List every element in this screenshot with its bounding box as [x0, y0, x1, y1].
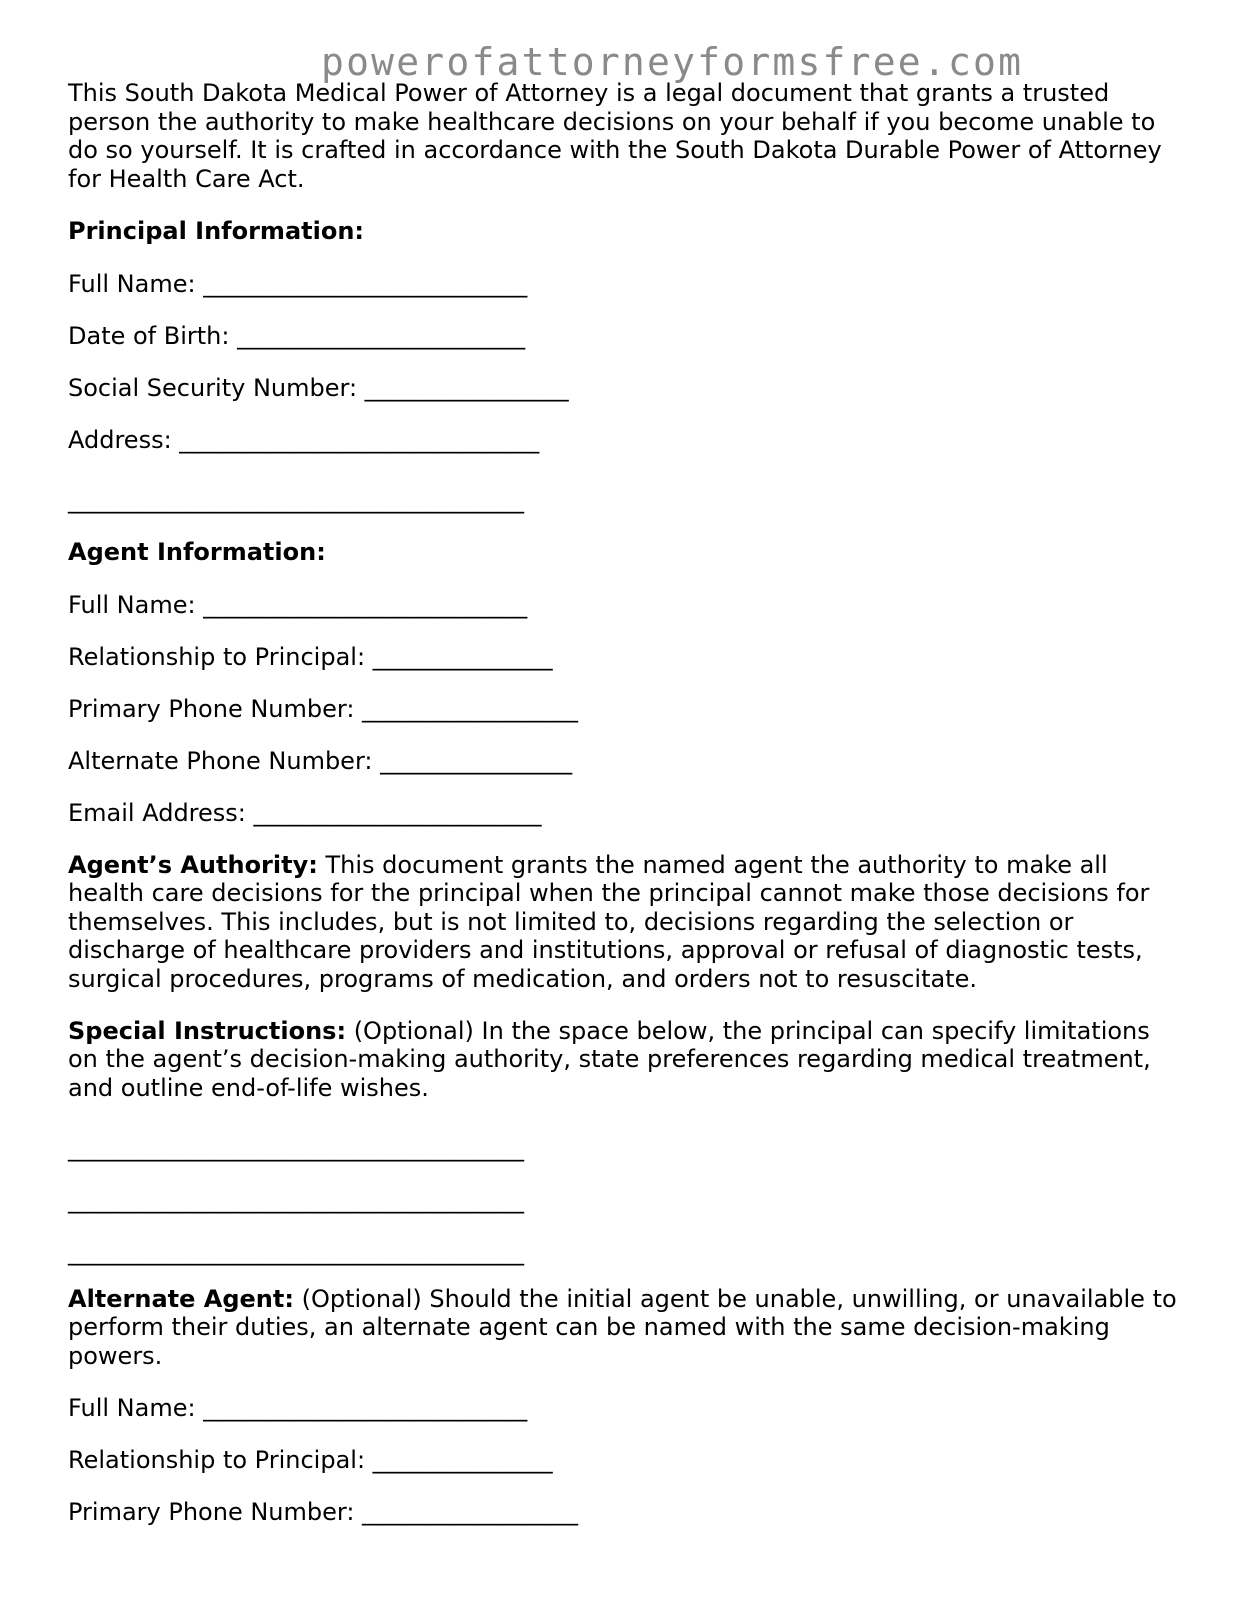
principal-full-name-field[interactable]: Full Name: ___________________________ [68, 269, 528, 298]
special-instructions-label: Special Instructions: [68, 1016, 347, 1045]
special-instructions-line[interactable]: ______________________________________ [68, 1186, 524, 1214]
alternate-full-name-field[interactable]: Full Name: ___________________________ [68, 1393, 528, 1422]
agent-primary-phone-field[interactable]: Primary Phone Number: __________________ [68, 694, 579, 723]
alternate-relationship-field[interactable]: Relationship to Principal: _______________ [68, 1445, 553, 1474]
agent-email-field[interactable]: Email Address: ________________________ [68, 798, 542, 827]
alternate-primary-phone-field[interactable]: Primary Phone Number: __________________ [68, 1497, 579, 1526]
principal-address-line2[interactable]: ______________________________________ [68, 486, 524, 514]
principal-heading: Principal Information: [68, 217, 365, 245]
special-instructions-line[interactable]: ______________________________________ [68, 1134, 524, 1162]
special-instructions-paragraph [68, 1017, 1178, 1103]
alternate-agent-text: (Optional) Should the initial agent be unable, unwilling, or unavailable to perform their duties, an alternate agent can be named with the same decision-making powers. [68, 1284, 1177, 1370]
agent-alternate-phone-field[interactable]: Alternate Phone Number: ________________ [68, 746, 573, 775]
authority-paragraph [68, 851, 1178, 994]
alternate-agent-paragraph [68, 1285, 1178, 1371]
principal-address-field[interactable]: Address: ______________________________ [68, 425, 540, 454]
authority-text: This document grants the named agent the authority to make all health care decisions for the principal when the principal cannot make those decisions for themselves. This includes, but is not limited to, decisions regarding the selection or discharge of healthcare providers and institutions, approval or refusal of diagnostic tests, surgical procedures, programs of medication, and orders not to resuscitate. [68, 850, 1150, 993]
agent-heading: Agent Information: [68, 538, 326, 566]
agent-relationship-field[interactable]: Relationship to Principal: _______________ [68, 642, 553, 671]
special-instructions-line[interactable]: ______________________________________ [68, 1238, 524, 1266]
document-page [68, 79, 1178, 1550]
principal-dob-field[interactable]: Date of Birth: ________________________ [68, 321, 526, 350]
agent-full-name-field[interactable]: Full Name: ___________________________ [68, 590, 528, 619]
principal-ssn-field[interactable]: Social Security Number: _________________ [68, 373, 569, 402]
watermark: powerofattorneyformsfree.com [321, 40, 1024, 84]
special-instructions-text: (Optional) In the space below, the principal can specify limitations on the agent’s decision-making authority, state preferences regarding medical treatment, and outline end-of-life wishes. [68, 1016, 1151, 1102]
authority-label: Agent’s Authority: [68, 850, 318, 879]
alternate-agent-label: Alternate Agent: [68, 1284, 294, 1313]
intro-paragraph: This South Dakota Medical Power of Attorney is a legal document that grants a trusted person the authority to make healthcare decisions on your behalf if you become unable to do so yourself. It is crafted in accordance with the South Dakota Durable Power of Attorney for Health Care Act. [68, 79, 1162, 193]
